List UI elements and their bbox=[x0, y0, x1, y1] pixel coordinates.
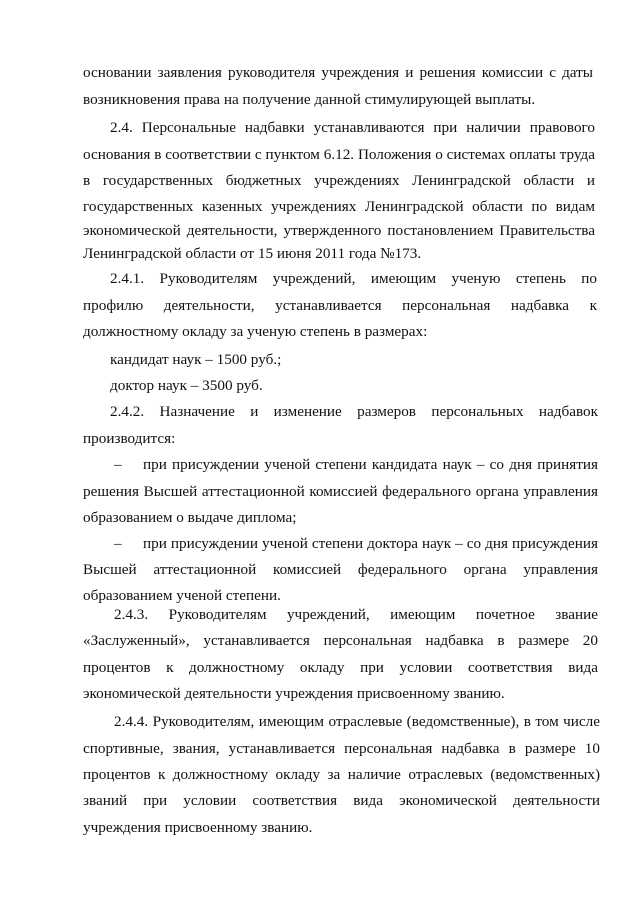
paragraph-line: профилю деятельности, устанавливается персональная надбавка к bbox=[83, 297, 597, 314]
dash-marker: – bbox=[114, 535, 122, 552]
paragraph-line: государственных казенных учреждениях Ленинградской области по видам bbox=[83, 198, 595, 215]
list-item: кандидат наук – 1500 руб.; bbox=[110, 351, 282, 368]
paragraph-line: званий при условии соответствия вида экономической деятельности bbox=[83, 792, 600, 809]
list-item: образованием о выдаче диплома; bbox=[83, 509, 297, 526]
paragraph-line: процентов к должностному окладу при условии соответствия вида bbox=[83, 659, 598, 676]
paragraph-line: основании заявления руководителя учреждения и решения комиссии с даты bbox=[83, 64, 593, 81]
list-item: Высшей аттестационной комиссией федерального органа управления bbox=[83, 561, 598, 578]
paragraph-line: «Заслуженный», устанавливается персональная надбавка в размере 20 bbox=[83, 632, 598, 649]
list-item: решения Высшей аттестационной комиссией федерального органа управления bbox=[83, 483, 598, 500]
paragraph-line: спортивные, звания, устанавливается персональная надбавка в размере 10 bbox=[83, 740, 600, 757]
list-item: при присуждении ученой степени доктора наук – со дня присуждения bbox=[143, 535, 598, 552]
paragraph-line: экономической деятельности учреждения присвоенному званию. bbox=[83, 685, 505, 702]
paragraph-line: основания в соответствии с пунктом 6.12. Положения о системах оплаты труда bbox=[83, 146, 595, 163]
paragraph-line: возникновения права на получение данной стимулирующей выплаты. bbox=[83, 91, 536, 108]
paragraph-line: 2.4.2. Назначение и изменение размеров персональных надбавок bbox=[110, 403, 598, 420]
paragraph-line: должностному окладу за ученую степень в размерах: bbox=[83, 323, 428, 340]
paragraph-line: 2.4.1. Руководителям учреждений, имеющим ученую степень по bbox=[110, 270, 597, 287]
dash-marker: – bbox=[114, 456, 122, 473]
paragraph-line: в государственных бюджетных учреждениях Ленинградской области и bbox=[83, 172, 595, 189]
paragraph-line: производится: bbox=[83, 430, 176, 447]
paragraph-line: экономической деятельности, утвержденного постановлением Правительства bbox=[83, 222, 595, 239]
list-item: при присуждении ученой степени кандидата наук – со дня принятия bbox=[143, 456, 598, 473]
list-item: доктор наук – 3500 руб. bbox=[110, 377, 263, 394]
paragraph-line: Ленинградской области от 15 июня 2011 года №173. bbox=[83, 245, 422, 262]
paragraph-line: 2.4.4. Руководителям, имеющим отраслевые (ведомственные), в том числе bbox=[114, 713, 600, 730]
paragraph-line: 2.4. Персональные надбавки устанавливаются при наличии правового bbox=[110, 119, 595, 136]
paragraph-line: 2.4.3. Руководителям учреждений, имеющим почетное звание bbox=[114, 606, 598, 623]
paragraph-line: учреждения присвоенному званию. bbox=[83, 819, 313, 836]
paragraph-line: процентов к должностному окладу за наличие отраслевых (ведомственных) bbox=[83, 766, 600, 783]
list-item: образованием ученой степени. bbox=[83, 587, 281, 604]
